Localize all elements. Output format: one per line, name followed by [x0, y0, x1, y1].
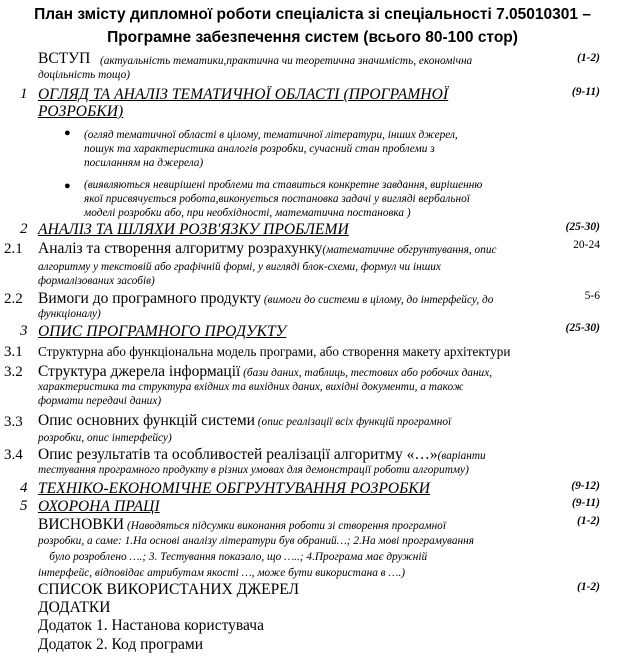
intro-note-2: доцільність тощо) [38, 69, 130, 81]
section-2-1-line1 [38, 240, 558, 258]
section-2-1-line3: формалізованих засобів) [38, 275, 155, 287]
section-3-2-line3: формати передачі даних) [38, 395, 162, 407]
bullet-2-line2: якої присвячується робота,виконується постановка задачі у вигляді вербальної [84, 193, 470, 205]
appendices-title: ДОДАТКИ [38, 599, 111, 616]
section-3-3-line2: розробки, опис інтерфейсу) [38, 432, 172, 444]
conclusions-line4: інтерфейс, відповідає атрибутам якості …, може бути використана в ….) [38, 567, 406, 579]
section-2-1-note: (математичне обгрунтування, опис [322, 244, 497, 256]
section-3-1-title: Структурна або функціональна модель програми, або створення макету архітектури [38, 344, 511, 359]
section-2-1-title: Аналіз та створення алгоритму розрахунку [38, 240, 323, 257]
bullet-2-line3: моделі розробки або, при необхідності, математична постановка ) [84, 207, 411, 219]
conclusions-line2: розробки, а саме: 1.На основі аналізу літератури був обраний…; 2.На мові програмування [38, 535, 474, 547]
intro-note: (актуальність тематики,практична чи теоретична значимість, економічна [100, 55, 473, 67]
section-3-3-number: 3.3 [4, 414, 23, 430]
section-3-3-title: Опис основних функцій системи [38, 412, 255, 429]
conclusions-line3: було розроблено ….; 3. Тестування показало, що …..; 4.Програма має дружній [38, 551, 428, 563]
section-3-4-number: 3.4 [4, 447, 23, 463]
section-3-3-note: (опис реалізації всіх функцій програмної [254, 416, 452, 428]
section-3-2-line2: характеристика та структура вхідних та вихідних даних, вихідні документи, а також [38, 381, 464, 393]
section-5-title: ОХОРОНА ПРАЦІ [38, 498, 160, 515]
section-3-2-line1 [38, 363, 568, 381]
section-2-2-title: Вимоги до програмного продукту [38, 290, 262, 307]
section-3-4-line1 [38, 446, 578, 464]
section-2-2-line1 [38, 290, 558, 308]
section-2-1-number: 2.1 [4, 241, 23, 257]
section-2-number: 2 [20, 221, 28, 237]
section-3-2-number: 3.2 [4, 364, 23, 380]
section-3-4-line2: тестування програмного продукту в різних умовах для демонстрації роботи алгоритму) [38, 464, 469, 476]
section-1-number: 1 [20, 86, 28, 102]
section-2-2-line2: функціоналу) [38, 308, 101, 320]
appendix-2-title: Додаток 2. Код програми [38, 636, 203, 653]
section-3-number: 3 [20, 323, 28, 339]
appendix-1-title: Додаток 1. Настанова користувача [38, 617, 264, 634]
bullet-1-line1: (огляд тематичної області в цілому, тематичної літератури, інших джерел, [84, 129, 458, 141]
section-2-1-pages: 20-24 [573, 239, 600, 251]
section-3-4-title: Опис результатів та особливостей реалізації алгоритму «…» [38, 446, 438, 463]
conclusions-pages: (1-2) [577, 515, 600, 527]
section-2-1-line2: алгоритму у текстовій або графічній формі, у вигляді блок-схеми, формул чи інших [38, 261, 441, 273]
bullet-1-icon: ● [64, 127, 71, 139]
section-3-4-note: (варіанти [437, 450, 486, 462]
section-4-number: 4 [20, 480, 28, 496]
conclusions-line1 [38, 516, 578, 534]
section-4-title: ТЕХНІКО-ЕКОНОМІЧНЕ ОБГРУНТУВАННЯ РОЗРОБКИ [38, 480, 431, 497]
section-3-title: ОПИС ПРОГРАМНОГО ПРОДУКТУ [38, 323, 287, 340]
bullet-2-icon: ● [64, 180, 71, 192]
section-3-1-number: 3.1 [4, 344, 23, 360]
doc-title-line1: План змісту дипломної роботи спеціаліста зі спеціальності 7.05010301 – [34, 6, 591, 23]
section-2-2-note: (вимоги до системи в цілому, до інтерфейсу, до [261, 294, 494, 306]
intro-title: ВСТУП [38, 50, 91, 67]
bullet-2-line1: (виявляються невирішені проблеми та ставиться конкретне завдання, вирішенню [84, 179, 483, 191]
conclusions-title: ВИСНОВКИ [38, 516, 125, 533]
section-2-2-number: 2.2 [4, 291, 23, 307]
section-5-number: 5 [20, 498, 28, 514]
section-3-2-title: Структура джерела інформації [38, 363, 241, 380]
section-4-pages: (9-12) [571, 480, 600, 492]
doc-title-line2: Програмне забезпечення систем (всього 80-100 стор) [107, 29, 518, 46]
section-1-pages: (9-11) [571, 86, 600, 98]
section-5-pages: (9-11) [571, 497, 600, 509]
references-title: СПИСОК ВИКОРИСТАНИХ ДЖЕРЕЛ [38, 581, 299, 598]
conclusions-note: (Наводяться підсумки виконання роботи зі створення програмної [124, 520, 446, 532]
intro-pages: (1-2) [577, 52, 600, 64]
section-1-title-2: РОЗРОБКИ) [38, 103, 124, 120]
references-pages: (1-2) [577, 581, 600, 593]
section-3-3-line1 [38, 412, 568, 430]
section-2-title: АНАЛІЗ ТА ШЛЯХИ РОЗВ'ЯЗКУ ПРОБЛЕМИ [38, 221, 349, 238]
bullet-1-line3: посиланням на джерела) [84, 157, 204, 169]
section-2-2-pages: 5-6 [584, 290, 600, 302]
section-2-pages: (25-30) [565, 221, 600, 233]
section-3-2-note: (бази даних, таблиць, тестових або робочих даних, [240, 367, 493, 379]
section-1-title: ОГЛЯД ТА АНАЛІЗ ТЕМАТИЧНОЇ ОБЛАСТІ (ПРОГРАМНОЇ [38, 86, 449, 103]
bullet-1-line2: пошук та характеристика аналогів розробки, сучасний стан проблеми з [84, 143, 435, 155]
section-3-pages: (25-30) [565, 322, 600, 334]
